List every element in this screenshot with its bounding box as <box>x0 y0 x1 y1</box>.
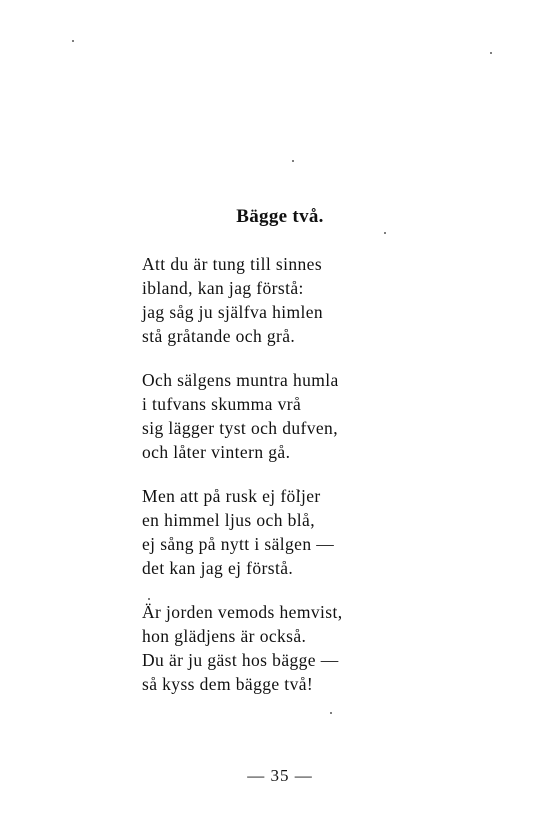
poem-line: så kyss dem bägge två! <box>142 674 314 694</box>
poem-line: det kan jag ej förstå. <box>142 558 294 578</box>
poem-line: sig lägger tyst och dufven, <box>142 418 338 438</box>
poem-line: och låter vintern gå. <box>142 442 291 462</box>
poem-line: stå gråtande och grå. <box>142 326 296 346</box>
poem-title: Bägge två. <box>236 206 324 227</box>
poem-line: Men att på rusk ej följer <box>142 486 321 506</box>
stanza-1 <box>142 252 482 348</box>
poem-line: Och sälgens muntra humla <box>142 370 339 390</box>
poem-line: hon glädjens är också. <box>142 626 307 646</box>
poem-line: Är jorden vemods hemvist, <box>142 602 343 622</box>
print-speck <box>490 52 492 54</box>
poem-line: i tufvans skumma vrå <box>142 394 302 414</box>
print-speck <box>292 160 294 162</box>
poem-body <box>142 252 482 716</box>
poem-line: Du är ju gäst hos bägge — <box>142 650 339 670</box>
poem-line: ej sång på nytt i sälgen — <box>142 534 335 554</box>
poem-line: en himmel ljus och blå, <box>142 510 315 530</box>
page-number: — 35 — <box>247 766 313 785</box>
stanza-3 <box>142 484 482 580</box>
poem-line: ibland, kan jag förstå: <box>142 278 304 298</box>
print-speck <box>384 232 386 234</box>
stanza-2 <box>142 368 482 464</box>
print-speck <box>72 40 74 42</box>
poem-line: jag såg ju själfva himlen <box>142 302 324 322</box>
poem-line: Att du är tung till sinnes <box>142 254 323 274</box>
stanza-4 <box>142 600 482 696</box>
